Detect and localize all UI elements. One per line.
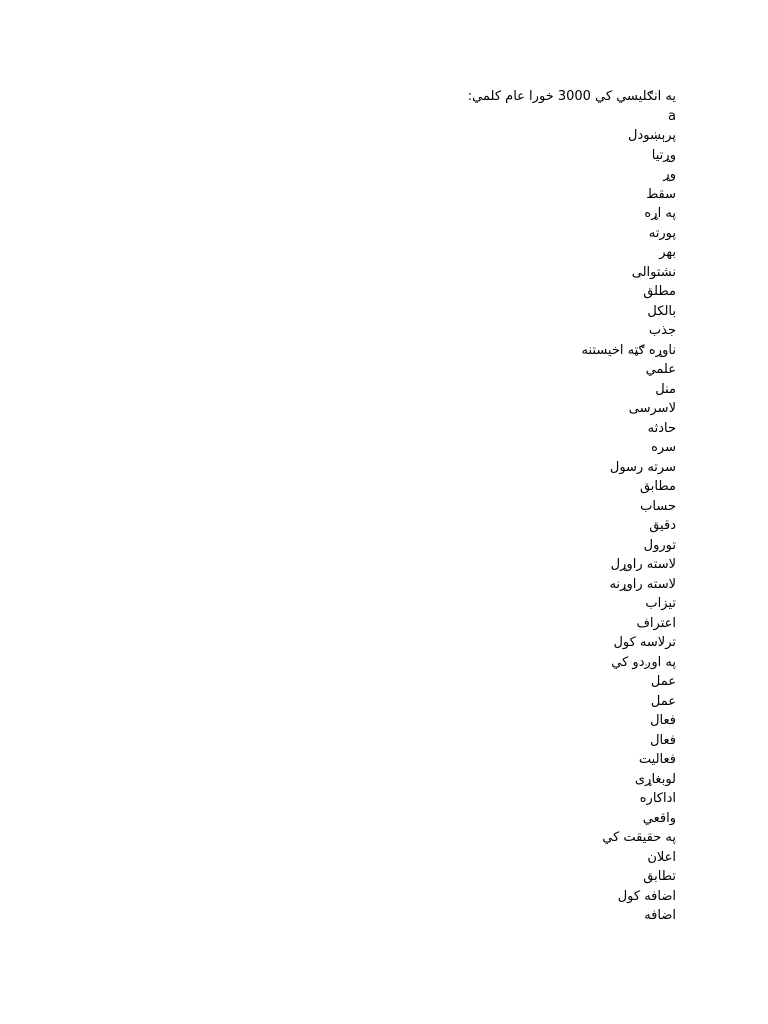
list-item: جذب: [648, 323, 676, 338]
list-item: لاسته راوړل: [610, 557, 676, 572]
list-item: لوبغاړی: [634, 771, 676, 787]
list-item: حادثه: [647, 420, 676, 436]
list-item: اضافه کول: [617, 888, 676, 904]
list-item: وړتیا: [651, 147, 676, 163]
list-item: فعال: [650, 713, 676, 728]
list-item: لاسرسی: [628, 401, 676, 416]
list-item: مطلق: [643, 284, 676, 299]
list-item: تطابق: [643, 869, 676, 884]
list-item: تورول: [643, 537, 676, 553]
list-item: عمل: [650, 674, 676, 689]
list-item: په حقیقت کي: [602, 830, 676, 845]
list-item: بهر: [659, 245, 676, 260]
list-item: حساب: [640, 498, 676, 514]
list-item: په اړه: [644, 206, 676, 221]
list-item: اضافه: [644, 908, 676, 923]
list-item: پورته: [648, 225, 676, 241]
list-item: بالکل: [647, 303, 676, 319]
list-item: ناوړه ګټه اخیستنه: [581, 342, 676, 358]
list-item: اعتراف: [636, 615, 676, 631]
list-item: سرته رسول: [609, 459, 676, 475]
list-item: اعلان: [647, 849, 676, 865]
list-item: مطابق: [639, 479, 676, 494]
list-item: دقیق: [649, 518, 676, 533]
list-heading: یه انګلیسي کي 3000 خورا عام کلمي:: [467, 89, 676, 104]
list-item: فعال: [650, 732, 676, 748]
list-item: په اوږدو کي: [611, 654, 676, 670]
list-item: علمي: [645, 362, 676, 377]
list-item: اداکاره: [639, 791, 676, 806]
list-item: واقعي: [642, 810, 676, 826]
list-item: نشتوالی: [631, 264, 676, 280]
list-item: لاسته راوړنه: [609, 576, 676, 592]
list-item: عمل: [650, 693, 676, 709]
list-item: a: [668, 108, 676, 124]
list-item: تیزاب: [645, 596, 676, 611]
list-item: وړ: [663, 167, 676, 182]
list-item: منل: [655, 381, 676, 397]
list-item: ترلاسه کول: [613, 635, 676, 650]
list-item: فعالیت: [638, 752, 676, 767]
list-item: سقط: [646, 186, 676, 202]
word-list: [176, 87, 676, 926]
list-item: پرېښودل: [628, 128, 676, 143]
list-item: سره: [651, 440, 676, 455]
